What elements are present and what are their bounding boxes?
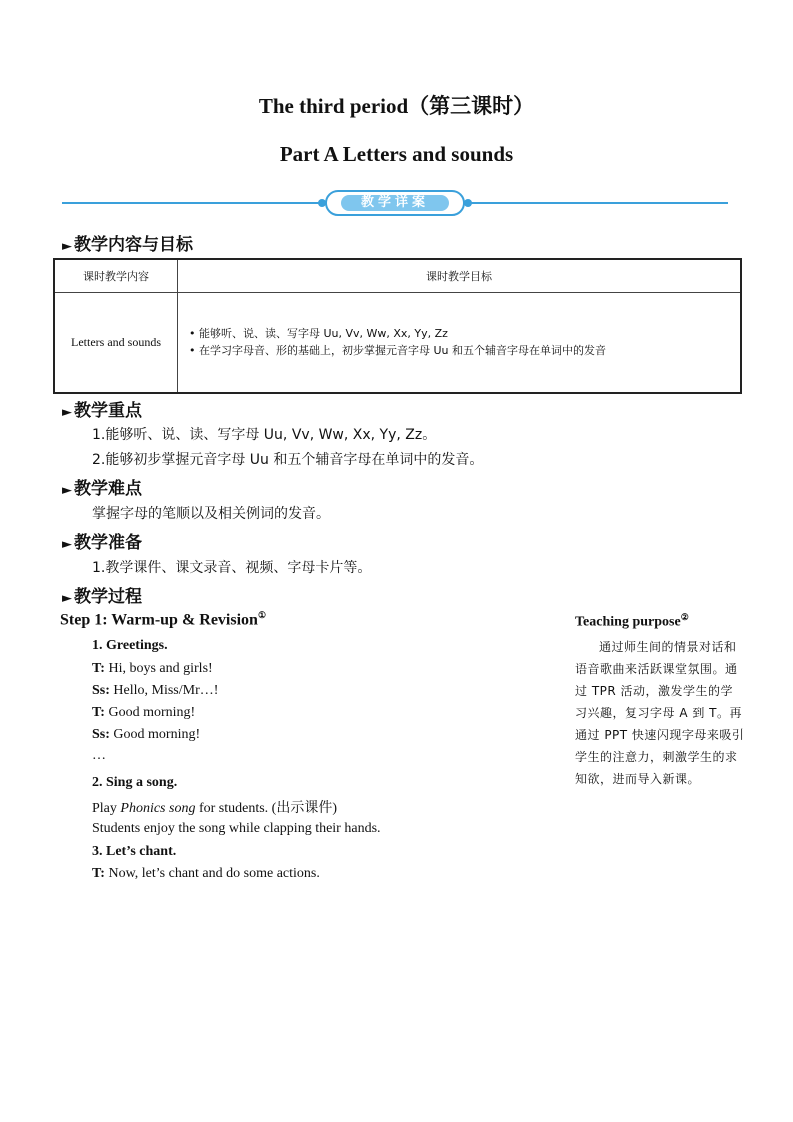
sing-title: 2. Sing a song. [92,775,178,790]
table-cell-goals [178,293,742,393]
table-cell-content: Letters and sounds [54,293,178,393]
table-header-goals: 课时教学目标 [178,259,742,293]
section-heading-content-goals: ► 教学内容与目标 [62,235,193,255]
step-title: Step 1: Warm-up & Revision① [60,610,267,629]
triangle-bullet-icon: ► [62,591,72,606]
footnote-marker: ② [680,612,689,622]
section-banner [62,190,728,216]
triangle-bullet-icon: ► [62,239,72,254]
section-heading-process: ► 教学过程 [62,587,142,607]
dialogue-line: T: Good morning! [92,705,196,720]
dialogue-line: T: Hi, boys and girls! [92,661,213,676]
footnote-marker: ① [257,610,267,620]
page-title: The third period（第三课时） [258,94,535,118]
key-point-item: 2.能够初步掌握元音字母 Uu 和五个辅音字母在单词中的发音。 [92,452,484,468]
chant-title: 3. Let’s chant. [92,844,177,859]
triangle-bullet-icon: ► [62,537,72,552]
sing-instruction: Play Phonics song for students. (出示课件) [92,801,337,816]
page-subtitle: Part A Letters and sounds [279,142,514,166]
goal-item: • 在学习字母音、形的基础上，初步掌握元音字母 Uu 和五个辅音字母在单词中的发音 [189,344,606,358]
difficulty-text: 掌握字母的笔顺以及相关例词的发音。 [92,506,330,522]
triangle-bullet-icon: ► [62,405,72,420]
purpose-title: Teaching purpose② [575,612,689,630]
section-heading-difficulties: ► 教学难点 [62,479,142,499]
greetings-title: 1. Greetings. [92,638,168,653]
sing-enjoy: Students enjoy the song while clapping their hands. [92,821,381,836]
ellipsis: … [92,748,106,763]
table-header-content: 课时教学内容 [54,259,178,293]
chant-line: T: Now, let’s chant and do some actions. [92,866,320,881]
key-point-item: 1.能够听、说、读、写字母 Uu, Vv, Ww, Xx, Yy, Zz。 [92,427,437,443]
triangle-bullet-icon: ► [62,483,72,498]
purpose-text: 通过师生间的情景对话和语音歌曲来活跃课堂氛围。通过 TPR 活动，激发学生的学习兴趣，复习字母 A 到 T。再通过 PPT 快速闪现字母来吸引学生的注意力，刺激学生的求知欲，进而导入新课。 [575,640,745,786]
section-heading-key-points: ► 教学重点 [62,401,142,421]
preparation-text: 1.教学课件、课文录音、视频、字母卡片等。 [92,560,372,576]
dialogue-line: Ss: Good morning! [92,727,201,742]
section-heading-preparation: ► 教学准备 [62,533,142,553]
dialogue-line: Ss: Hello, Miss/Mr…! [92,683,219,698]
banner-label: 教学详案 [341,195,449,211]
objectives-table [53,258,742,394]
goal-item: • 能够听、说、读、写字母 Uu, Vv, Ww, Xx, Yy, Zz [189,327,448,341]
